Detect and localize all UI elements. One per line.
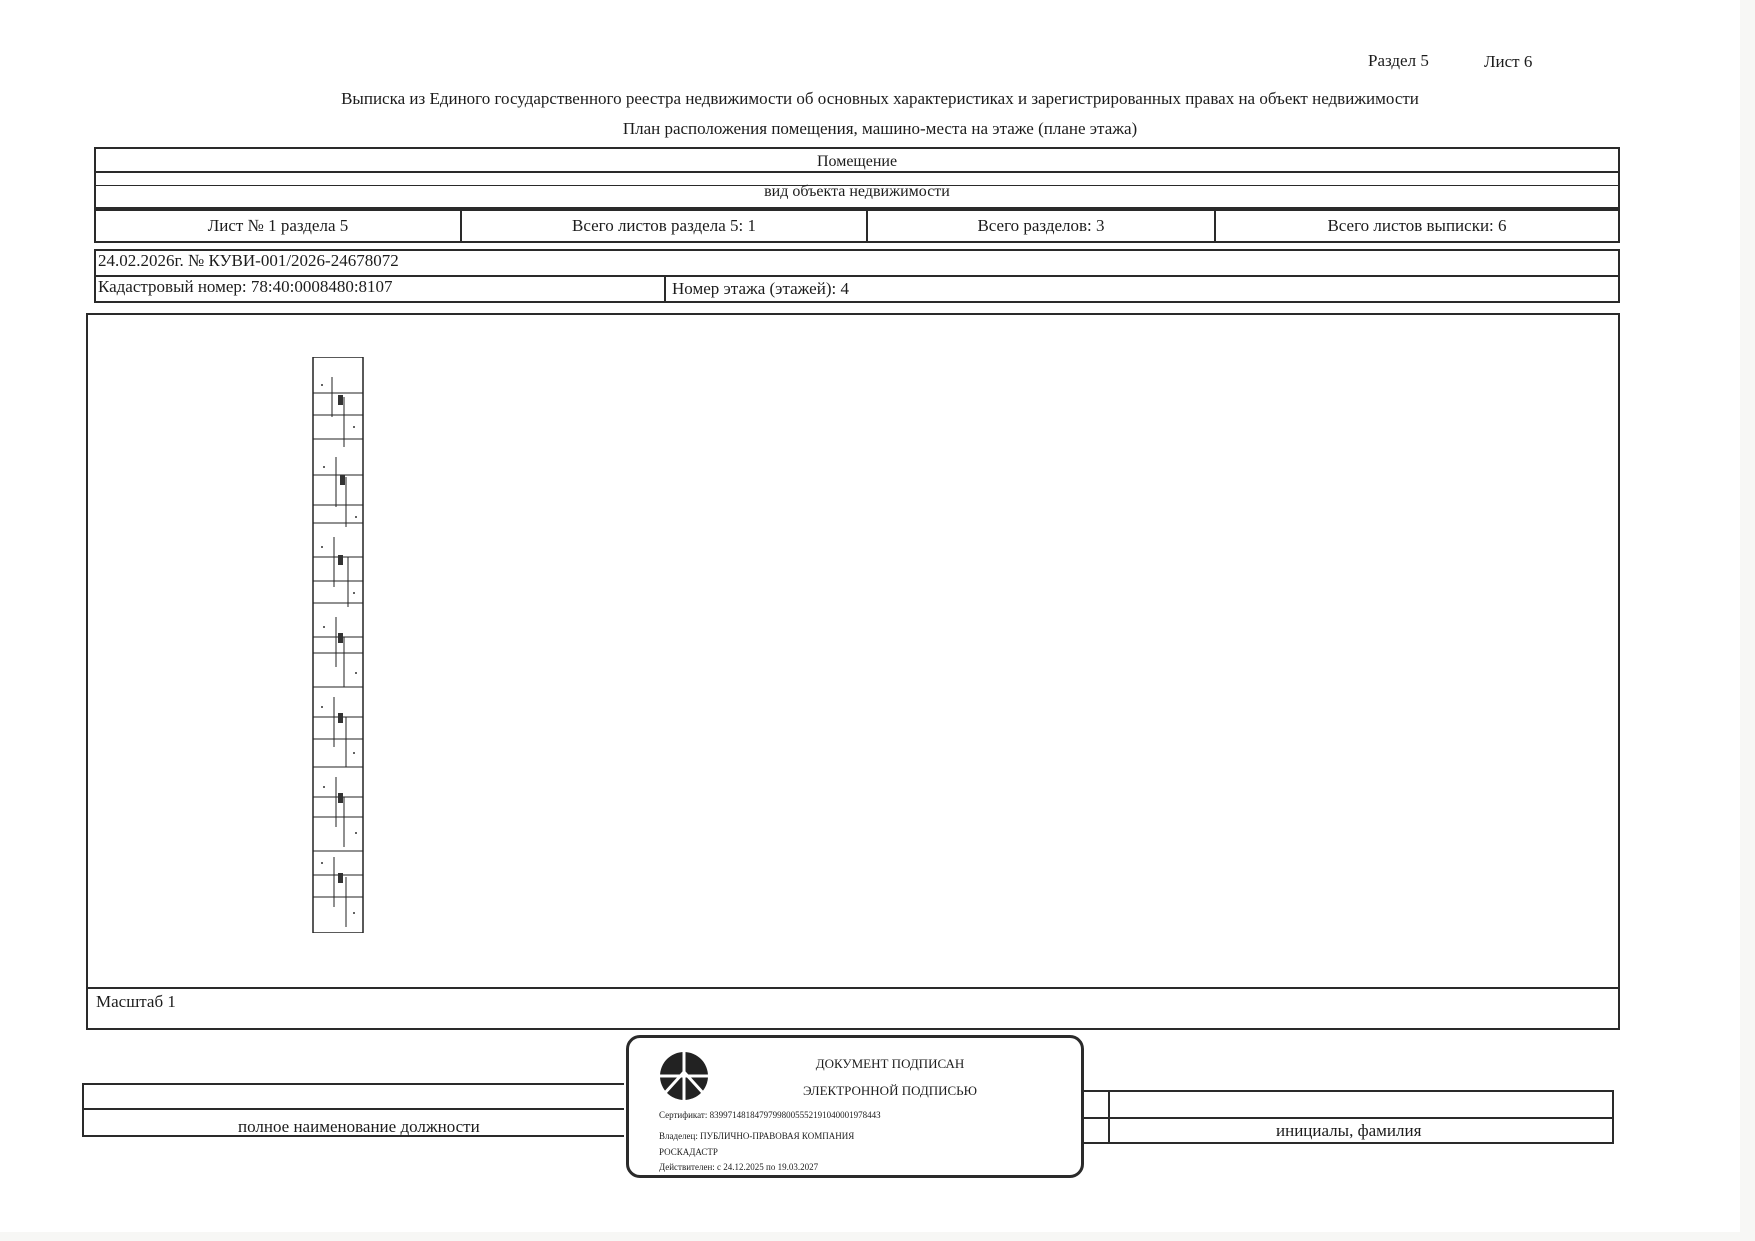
total-section-sheets-cell — [462, 211, 868, 241]
total-extract-sheets-text: Всего листов выписки: 6 — [1327, 216, 1507, 235]
sheet-number-cell — [96, 211, 462, 241]
footer-mid-line-right — [1040, 1117, 1614, 1119]
stamp-line2: ЭЛЕКТРОННОЙ ПОДПИСЬЮ — [803, 1083, 977, 1098]
total-sections-text: Всего разделов: 3 — [977, 216, 1105, 235]
name-caption: инициалы, фамилия — [1276, 1121, 1422, 1140]
footer-right-divider — [1108, 1090, 1110, 1142]
footer-left-edge — [82, 1083, 84, 1135]
footer-top-line-right — [1040, 1090, 1614, 1092]
footer-top-line-left — [82, 1083, 624, 1085]
scale-label: Масштаб 1 — [96, 992, 176, 1011]
footer-right-edge — [1612, 1090, 1614, 1142]
stamp-line1: ДОКУМЕНТ ПОДПИСАН — [815, 1056, 965, 1071]
stamp-owner-line2: РОСКАДАСТР — [659, 1147, 718, 1157]
stamp-certificate: Сертификат: 8399714818479799800555219104000197844З — [659, 1110, 881, 1120]
stamp-owner-line1: Владелец: ПУБЛИЧНО-ПРАВОВАЯ КОМПАНИЯ — [659, 1131, 855, 1141]
date-number: 24.02.2026г. № КУВИ-001/2026-24678072 — [98, 251, 399, 270]
section-label: Раздел 5 — [1368, 51, 1429, 70]
footer-bottom-line-right — [1040, 1142, 1614, 1144]
total-section-sheets-text: Всего листов раздела 5: 1 — [572, 216, 756, 235]
footer-mid-line-left — [82, 1108, 624, 1110]
floor-plan-drawing — [310, 357, 366, 933]
e-signature-stamp — [626, 1035, 1084, 1178]
sheet-number-text: Лист № 1 раздела 5 — [207, 216, 349, 235]
stamp-validity: Действителен: с 24.12.2025 по 19.03.2027 — [659, 1162, 819, 1172]
object-type-box — [94, 147, 1620, 209]
sheet-label: Лист 6 — [1484, 52, 1533, 71]
total-sections-cell — [868, 211, 1216, 241]
sheets-row — [94, 209, 1620, 243]
total-extract-sheets-cell — [1216, 211, 1618, 241]
document-info-box — [94, 249, 1620, 303]
position-caption: полное наименование должности — [238, 1117, 480, 1136]
object-type-value: Помещение — [816, 153, 898, 170]
document-subtitle: План расположения помещения, машино-места на этаже (плане этажа) — [622, 119, 1138, 138]
object-type-caption: вид объекта недвижимости — [764, 183, 950, 200]
floor-number: Номер этажа (этажей): 4 — [672, 279, 849, 298]
cadastral-number: Кадастровый номер: 78:40:0008480:8107 — [98, 277, 393, 296]
document-title: Выписка из Единого государственного реестра недвижимости об основных характеристиках и зарегистрированных правах на объект недвижимости — [341, 89, 1419, 108]
